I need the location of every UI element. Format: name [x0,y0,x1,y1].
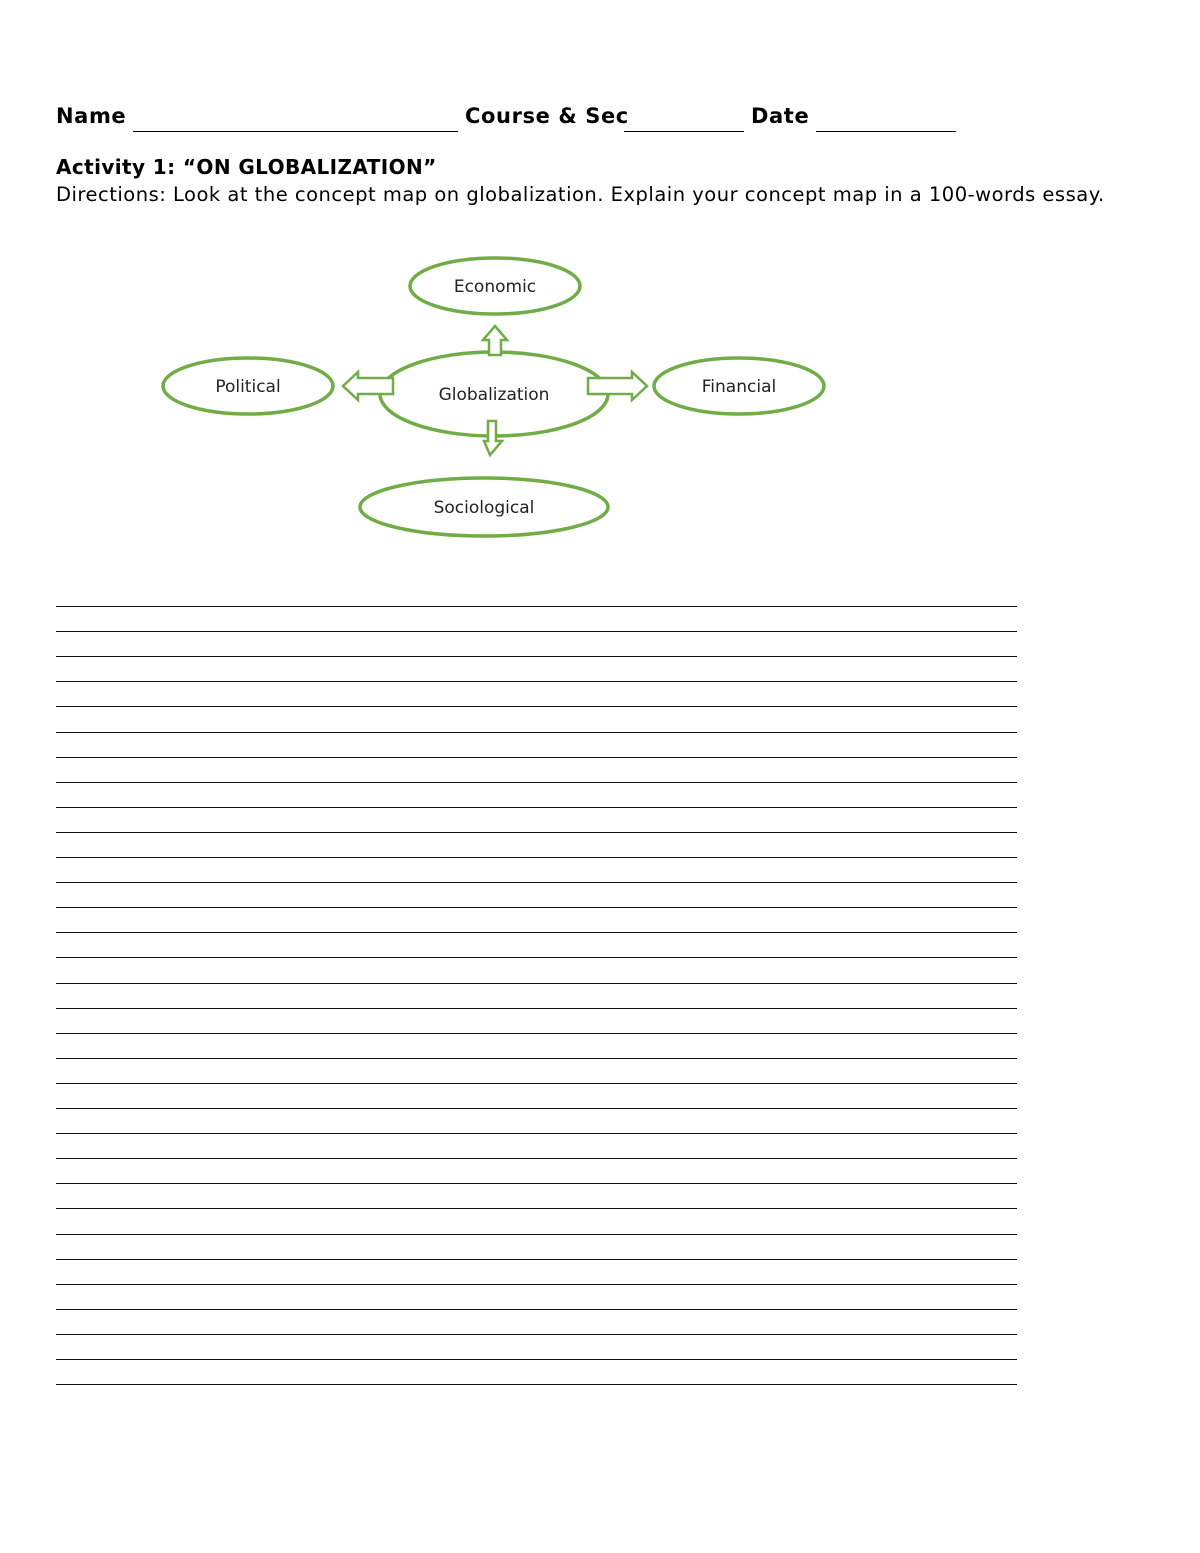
date-blank[interactable] [816,131,956,132]
writing-line[interactable] [56,1083,1017,1084]
writing-line[interactable] [56,957,1017,958]
writing-line[interactable] [56,1058,1017,1059]
writing-line[interactable] [56,1359,1017,1360]
date-label: Date [751,104,810,128]
writing-line[interactable] [56,857,1017,858]
writing-line[interactable] [56,1384,1017,1385]
writing-line[interactable] [56,1133,1017,1134]
writing-line[interactable] [56,1234,1017,1235]
concept-map-svg [150,245,850,550]
writing-line[interactable] [56,757,1017,758]
student-info-row [56,104,1146,134]
writing-line[interactable] [56,907,1017,908]
writing-line[interactable] [56,1183,1017,1184]
writing-line[interactable] [56,1008,1017,1009]
concept-map [150,245,850,550]
directions-text: Directions: Look at the concept map on globalization. Explain your concept map in a 100-words essay. [56,183,1105,206]
writing-line[interactable] [56,807,1017,808]
course-section-label: Course & Sec [465,104,629,128]
activity-title: Activity 1: “ON GLOBALIZATION” [56,155,437,179]
writing-line[interactable] [56,882,1017,883]
writing-line[interactable] [56,732,1017,733]
name-blank[interactable] [133,131,458,132]
economic-label: Economic [453,277,537,297]
writing-line[interactable] [56,631,1017,632]
writing-line[interactable] [56,832,1017,833]
writing-line[interactable] [56,681,1017,682]
writing-line[interactable] [56,1158,1017,1159]
globalization-label: Globalization [438,385,550,405]
writing-line[interactable] [56,706,1017,707]
writing-line[interactable] [56,932,1017,933]
sociological-label: Sociological [433,498,535,518]
name-label: Name [56,104,127,128]
political-label: Political [215,377,281,397]
writing-line[interactable] [56,1208,1017,1209]
financial-label: Financial [701,377,777,397]
writing-line[interactable] [56,983,1017,984]
writing-line[interactable] [56,656,1017,657]
writing-line[interactable] [56,1033,1017,1034]
writing-line[interactable] [56,1284,1017,1285]
writing-line[interactable] [56,1334,1017,1335]
writing-line[interactable] [56,1309,1017,1310]
writing-line[interactable] [56,1108,1017,1109]
course-section-blank[interactable] [624,131,744,132]
writing-line[interactable] [56,782,1017,783]
writing-line[interactable] [56,606,1017,607]
writing-line[interactable] [56,1259,1017,1260]
